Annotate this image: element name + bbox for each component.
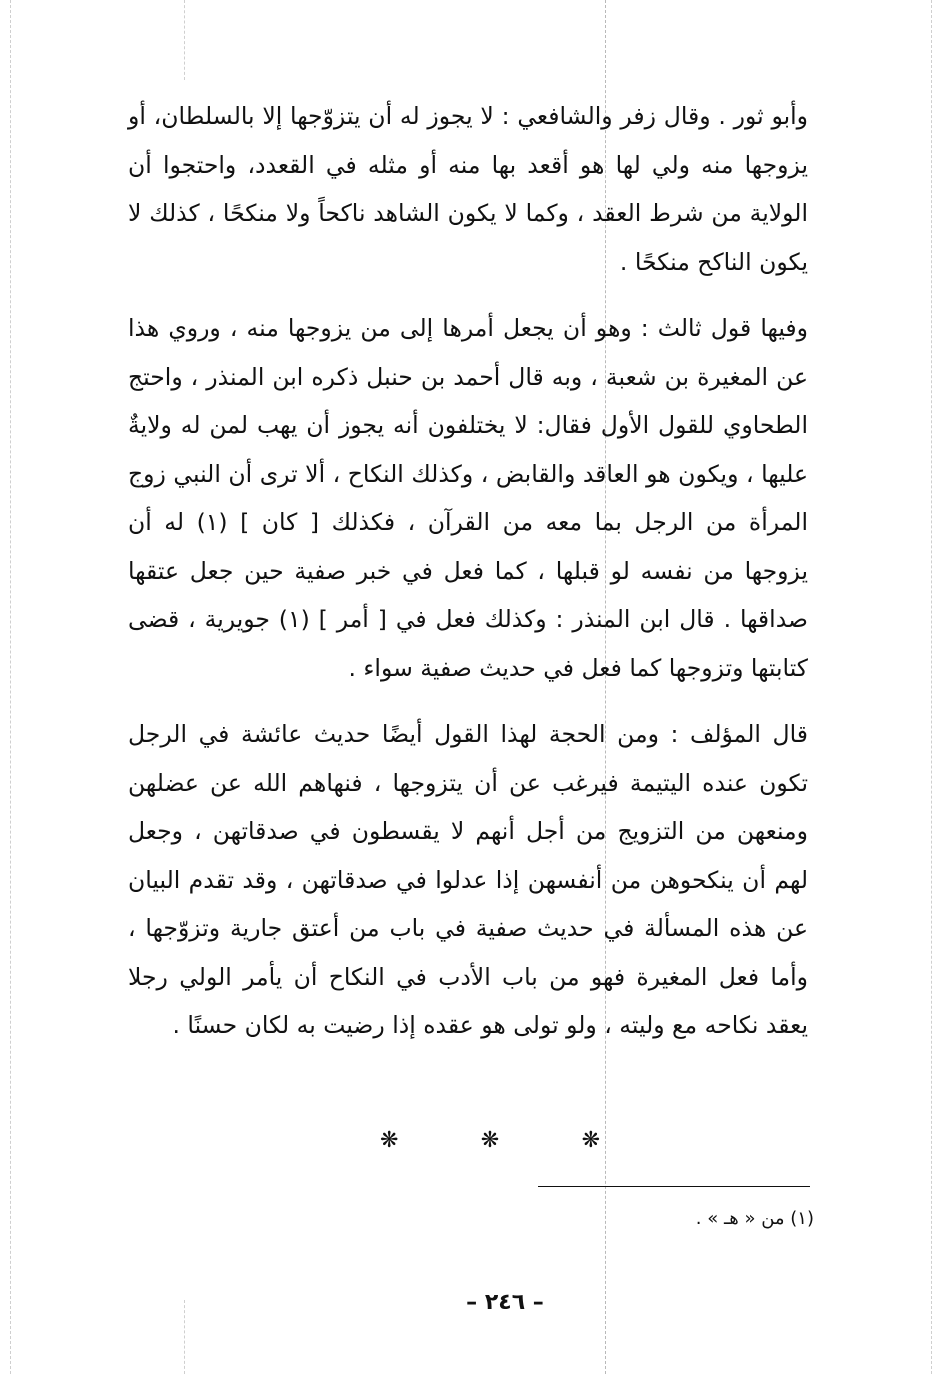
scan-edge-line-top [184,0,185,80]
scan-edge-line-bottom [184,1300,185,1374]
paragraph-2: وفيها قول ثالث : وهو أن يجعل أمرها إلى من يزوجها منه ، وروي هذا عن المغيرة بن شعبة ، وبه قال أحمد بن حنبل ذكره ابن المنذر ، واحتج الطحاوي للقول الأول فقال: لا يختلفون أنه يجوز أن يهب لمن له ولايةٌ عليها ، ويكون هو العاقد والقابض ، وكذلك النكاح ، ألا ترى أن النبي زوج المرأة من الرجل بما معه من القرآن ، فكذلك [ كان ] (١) له أن يزوجها من نفسه لو قبلها ، كما فعل في خبر صفية حين جعل عتقها صداقها . قال ابن المنذر : وكذلك فعل في [ أمر ] (١) جويرية ، قضى كتابتها وتزوجها كما فعل في حديث صفية سواء . [128,314,808,682]
footnote-rule [538,1186,810,1187]
paragraph-1: وأبو ثور . وقال زفر والشافعي : لا يجوز له أن يتزوّجها إلا بالسلطان، أو يزوجها منه ولي لها هو أقعد بها منه أو مثله في القعدد، واحتجوا أن الولاية من شرط العقد ، وكما لا يكون الشاهد ناكحاً ولا منكحًا ، كذلك لا يكون الناكح منكحًا . [128,102,808,276]
page-number: – ٢٤٦ – [466,1290,544,1315]
separator-star-icon: ❋ [581,1128,600,1153]
separator-star-icon: ❋ [480,1128,500,1153]
section-separator [380,1128,600,1153]
separator-star-icon: ❋ [380,1128,399,1153]
scan-edge-line-right [931,0,932,1374]
scan-edge-line-left [10,0,11,1374]
footnote: (١) من « هـ » . [695,1208,814,1229]
paragraph-3: قال المؤلف : ومن الحجة لهذا القول أيضًا حديث عائشة في الرجل تكون عنده اليتيمة فيرغب عن أن يتزوجها ، فنهاهم الله عن عضلهن ومنعهن من التزويج من أجل أنهم لا يقسطون في صدقاتهن ، وجعل لهم أن ينكحوهن من أنفسهن إذا عدلوا في صدقاتهن ، وقد تقدم البيان عن هذه المسألة في حديث صفية في باب من أعتق جارية وتزوّجها ، وأما فعل المغيرة فهو من باب الأدب في النكاح أن يأمر الولي رجلا يعقد نكاحه مع وليته ، ولو تولى هو عقده إذا رضيت به لكان حسنًا . [128,720,808,1039]
page-body [128,92,808,1050]
